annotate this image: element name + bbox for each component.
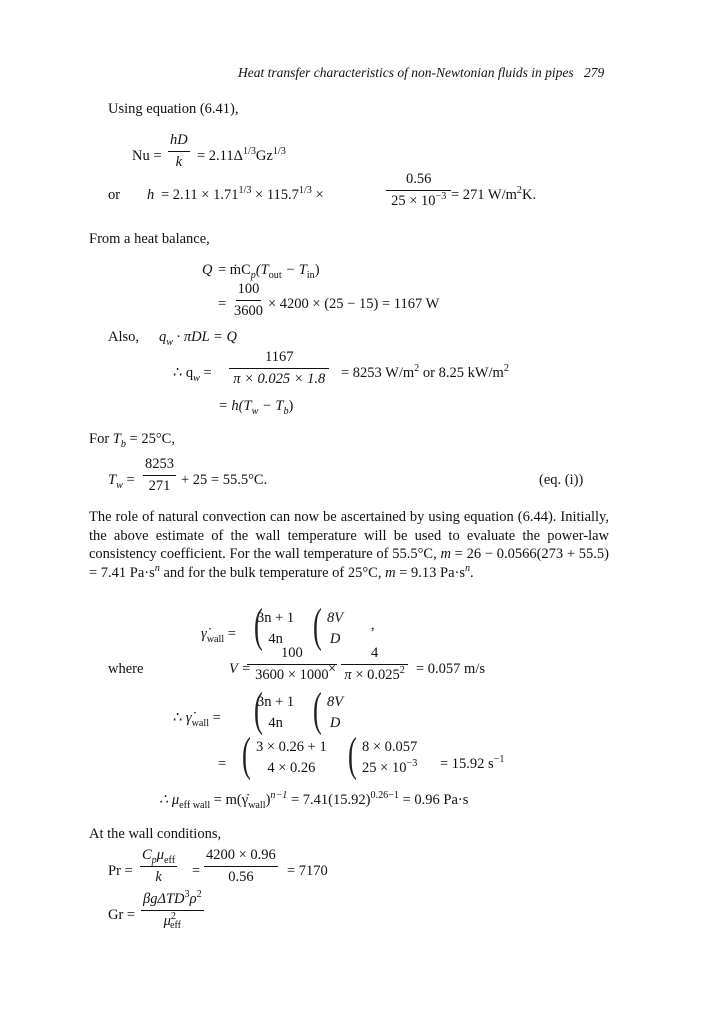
running-title: Heat transfer characteristics of non-Newtonian fluids in pipes xyxy=(238,65,574,80)
page-number: 279 xyxy=(584,65,605,80)
natural-convection-paragraph: The role of natural convection can now be ascertained by using equation (6.44). Initially, the above estimate of the wall temperature will be used to evaluate the power-law consistency coefficient. For the wall temperature of 55.5°C, m = 26 − 0.0566(273 + 55.5) = 7.41 $Pa\cdot s^n$ and for the bulk temperature of 25°C, m = 9.13 $Pa\cdot s^n$. xyxy=(89,509,610,581)
using-equation-text: Using equation (6.41), xyxy=(108,101,239,117)
wall-conditions-text: At the wall conditions, xyxy=(89,826,222,842)
heat-balance-text: From a heat balance, xyxy=(89,231,210,247)
equation-label: (eq. (i)) xyxy=(539,472,584,488)
